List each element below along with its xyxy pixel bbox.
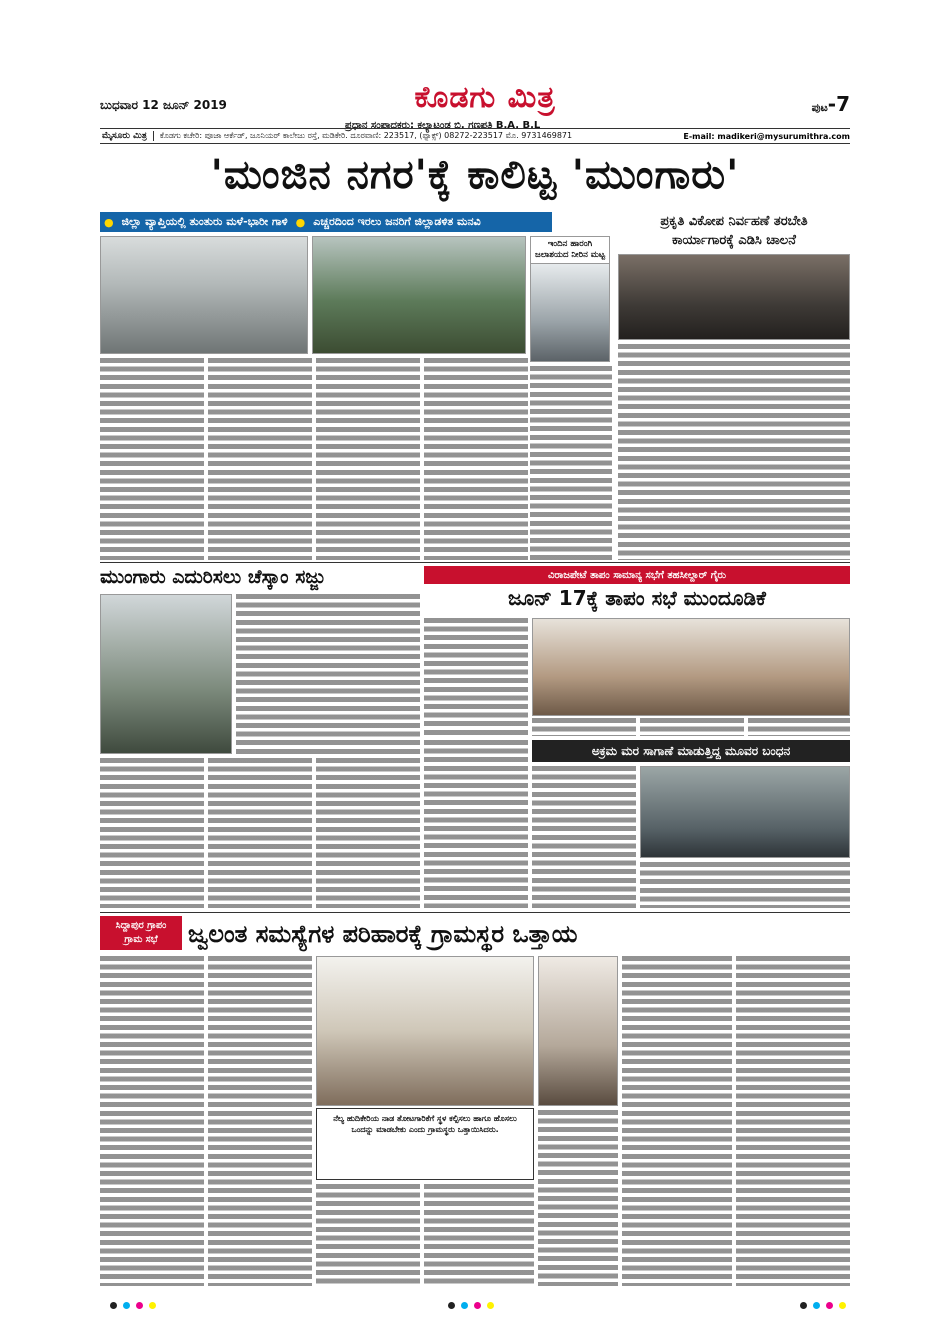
training-photo [618,254,850,340]
article-text [100,956,204,1286]
article-text [316,1184,420,1286]
fog-forest-photo [312,236,526,354]
article-text [424,358,528,560]
section-divider [100,562,850,563]
registration-marks [448,1302,494,1309]
article-text [316,358,420,560]
article-text [236,594,420,754]
virajpet-kicker: ವಿರಾಜಪೇಟೆ ತಾಪಂ ಸಾಮಾನ್ಯ ಸಭೆಗೆ ತಹಸೀಲ್ದಾರ್ ಗೈರು [424,566,850,584]
article-text [424,618,528,736]
article-text [640,718,744,736]
gram-sabha-title: ಜ್ವಲಂತ ಸಮಸ್ಯೆಗಳ ಪರಿಹಾರಕ್ಕೆ ಗ್ರಾಮಸ್ಥರ ಒತ್ತಾಯ [188,920,578,948]
article-text [424,740,528,908]
gram-sabha-kicker [100,916,182,950]
registration-marks [110,1302,156,1309]
section-divider [100,912,850,913]
contact-email: E-mail: madikeri@mysurumithra.com [683,131,850,141]
main-headline: 'ಮಂಜಿನ ನಗರ'ಕ್ಕೆ ಕಾಲಿಟ್ಟ 'ಮುಂಗಾರು' [210,152,740,198]
arrest-title: ಅಕ್ರಮ ಮರ ಸಾಗಾಣೆ ಮಾಡುತ್ತಿದ್ದ ಮೂವರ ಬಂಧನ [532,740,850,762]
virajpet-title: ಜೂನ್ 17ಕ್ಕೆ ತಾಪಂ ಸಭೆ ಮುಂದೂಡಿಕೆ [508,586,766,610]
article-text [100,358,204,560]
editor-credit: ಪ್ರಧಾನ ಸಂಪಾದಕರು: ಕಲ್ಯಾಟಂಡ ಬಿ. ಗಣಪತಿ B.A. B.L [345,120,541,131]
article-text [736,956,850,1286]
disaster-training-title [618,212,850,252]
registration-marks [800,1302,846,1309]
article-text [532,766,636,908]
newspaper-brand: ಕೊಡಗು ಮಿತ್ರ [414,80,556,115]
article-text [532,718,636,736]
office-address: ಕೊಡಗು ಕಚೇರಿ: ಪೂಜಾ ಆರ್ಕೆಡ್, ಜೂನಿಯರ್ ಕಾಲೇಜು ರಸ್ತೆ, ಮಡಿಕೇರಿ. ದೂರವಾಣಿ: 223517, (ಫ್ಯಾಕ್ಸ್) 08272-223517 ಮೊ. 9731469871 [159,131,573,140]
strap-item: ಎಚ್ಚರದಿಂದ ಇರಲು ಜನರಿಗೆ ಜಿಲ್ಲಾಡಳಿತ ಮನವಿ [313,215,481,228]
publication-name: ಮೈಸೂರು ಮಿತ್ರ [100,131,154,141]
title-line: ಕಾರ್ಯಾಗಾರಕ್ಕೆ ಎಡಿಸಿ ಚಾಲನೆ [672,233,796,248]
electric-pole-photo [100,594,232,754]
page-number: ಪುಟ-7 [811,92,850,116]
article-text [538,1110,618,1286]
article-text [208,358,312,560]
bullet-icon: ● [295,215,306,229]
headline-strap [100,212,552,232]
speaker-photo [538,956,618,1106]
meeting-photo [532,618,850,716]
article-text [640,862,850,908]
fog-road-photo [100,236,308,354]
kicker-line: ಗ್ರಾಮ ಸಭೆ [124,934,158,945]
article-text [622,956,732,1286]
contact-bar [100,128,850,144]
kicker-line: ಸಿದ್ದಾಪುರ ಗ್ರಾಪಂ [115,920,167,931]
dam-photo [530,262,610,362]
dam-caption: ಇಂದಿನ ಹಾರಂಗಿ ಜಲಾಶಯದ ನೀರಿನ ಮಟ್ಟ [530,236,610,264]
article-text [748,718,850,736]
article-text [208,758,312,908]
article-text [424,1184,534,1286]
gram-sabha-quote: ನೆಲ್ಯ ಹುದಿಕೇರಿಯ ನಾಡ ತೋಟಗಾರಿಕೆಗೆ ಸ್ಥಳ ಕಲ್ಪಿಸಲು ಹಾಗೂ ಹೊಸಲು ಒಂದನ್ನು ಮಾಡಬೇಕು ಎಂದು ಗ್ರಾಮಸ್ಥರು ಒತ್ತಾಯಿಸಿದರು. [316,1108,534,1180]
issue-date: ಬುಧವಾರ 12 ಜೂನ್ 2019 [100,98,227,112]
strap-item: ಜಿಲ್ಲಾ ವ್ಯಾಪ್ತಿಯಲ್ಲಿ ತುಂತುರು ಮಳೆ-ಭಾರೀ ಗಾಳಿ [121,215,288,228]
article-text [618,344,850,560]
bullet-icon: ● [104,215,114,229]
gram-sabha-photo [316,956,534,1106]
article-text [208,956,312,1286]
title-line: ಪ್ರಕೃತಿ ವಿಕೋಪ ನಿರ್ವಹಣೆ ತರಬೇತಿ [660,214,808,229]
article-text [316,758,420,908]
article-text [100,758,204,908]
monsoon-ready-title: ಮುಂಗಾರು ಎದುರಿಸಲು ಚೆಸ್ಕಾಂ ಸಜ್ಜು [100,566,326,588]
arrest-photo [640,766,850,858]
article-text [530,366,612,560]
